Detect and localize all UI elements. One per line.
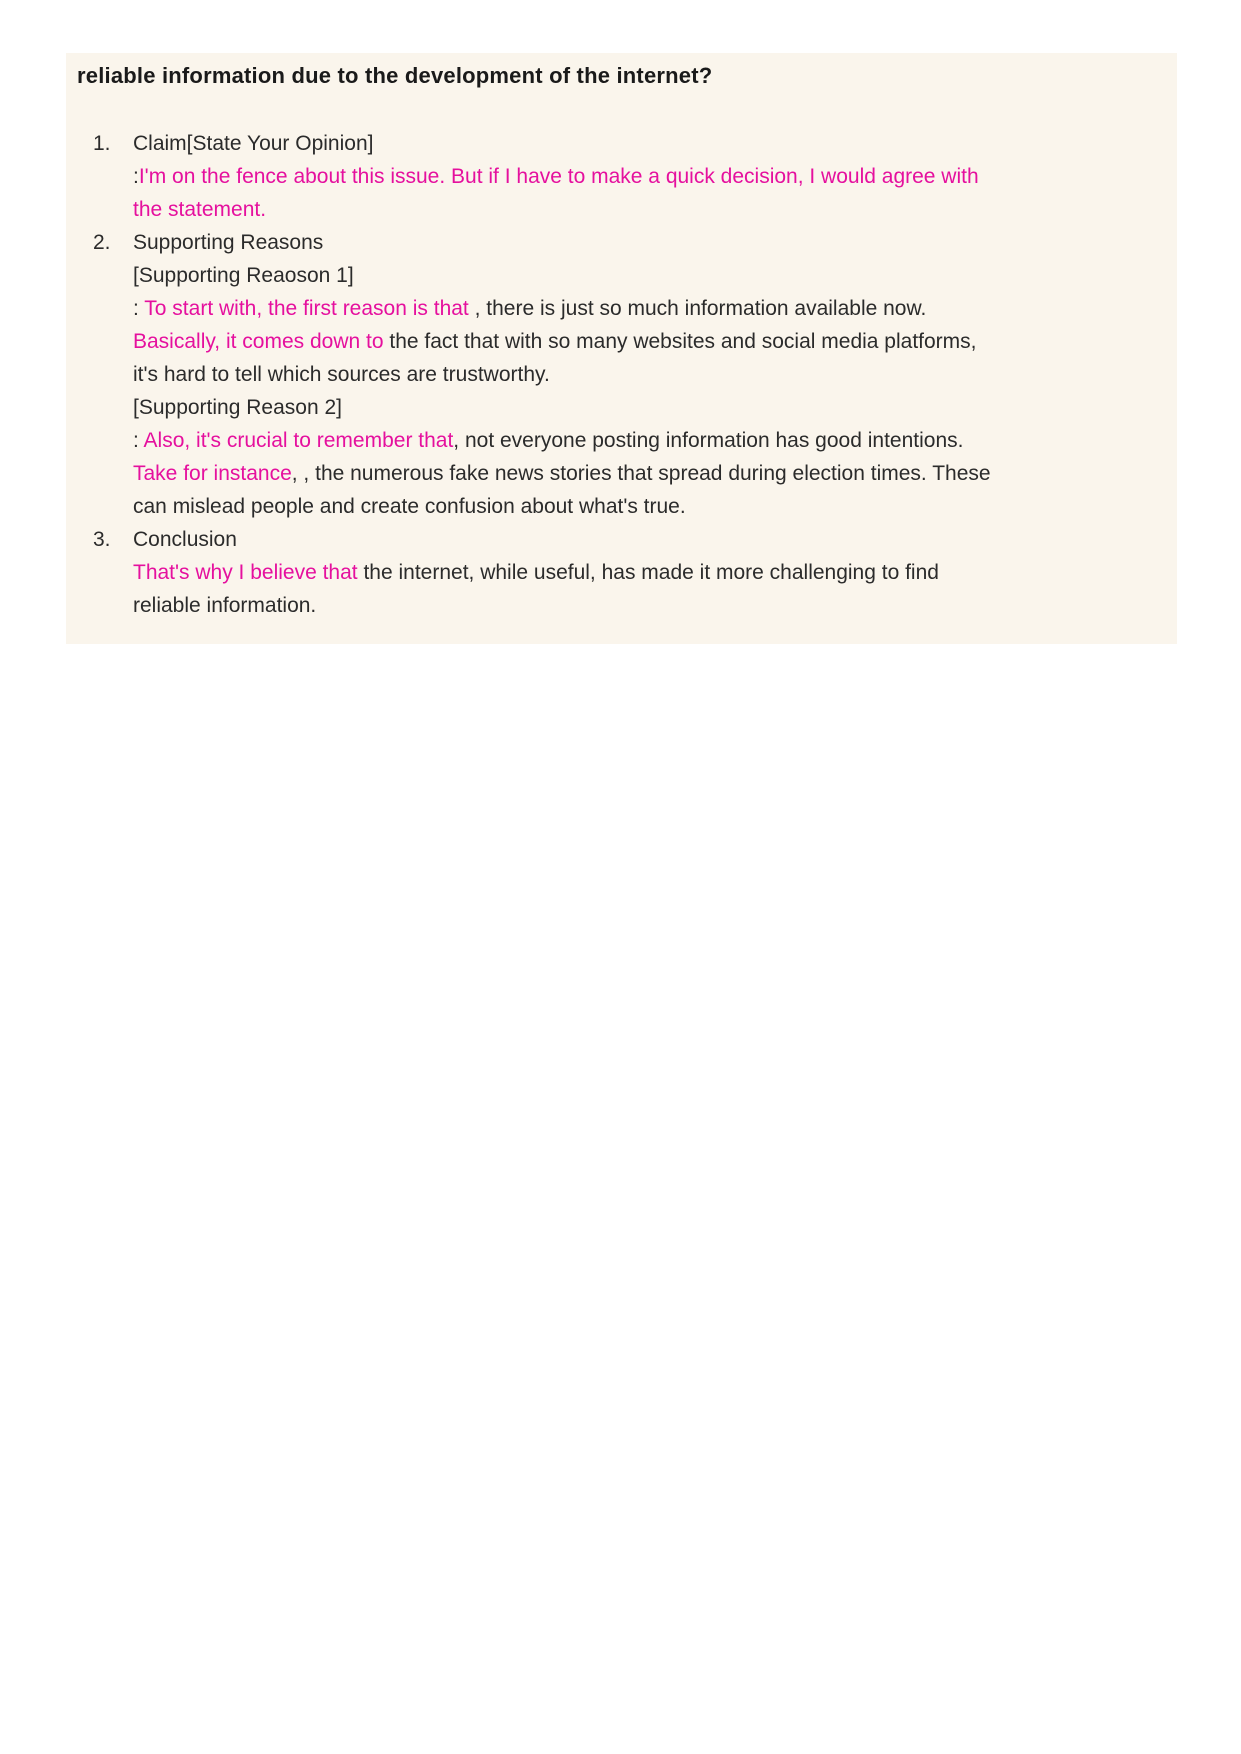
accent-text: I'm on the fence about this issue. But if I have to make a quick decision, I would agree with xyxy=(138,165,979,188)
outline-item xyxy=(77,127,1157,226)
accent-text: To start with, the first reason is that xyxy=(144,297,469,320)
text-line xyxy=(133,424,1157,457)
text-line xyxy=(133,325,1157,358)
plain-text: it's hard to tell which sources are trustworthy. xyxy=(133,363,550,386)
item-title: Supporting Reasons xyxy=(133,231,324,254)
text-line xyxy=(133,160,1157,193)
text-line xyxy=(133,259,1157,292)
text-line xyxy=(133,292,1157,325)
accent-text: That's why I believe that xyxy=(133,561,358,584)
plain-text: , , the numerous fake news stories that spread during election times. These xyxy=(291,462,991,485)
plain-text: : xyxy=(133,165,139,188)
item-number: 1. xyxy=(93,132,111,155)
item-number: 3. xyxy=(93,528,111,551)
plain-text: reliable information. xyxy=(133,594,317,617)
plain-text: , there is just so much information available now. xyxy=(468,297,927,320)
text-line xyxy=(133,193,1157,226)
text-line xyxy=(133,391,1157,424)
accent-text: Take for instance xyxy=(133,462,292,485)
item-number: 2. xyxy=(93,231,111,254)
plain-text: [Supporting Reason 2] xyxy=(133,396,342,419)
callout-box xyxy=(66,53,1177,644)
text-line xyxy=(133,358,1157,391)
text-line xyxy=(133,490,1157,523)
outline-item xyxy=(77,226,1157,523)
plain-text: [Supporting Reaoson 1] xyxy=(133,264,354,287)
item-title: Conclusion xyxy=(133,528,237,551)
outline-list xyxy=(77,127,1157,622)
item-body xyxy=(133,127,1157,226)
plain-text: can mislead people and create confusion about what's true. xyxy=(133,495,686,518)
outline-item xyxy=(77,523,1157,622)
plain-text: the fact that with so many websites and social media platforms, xyxy=(383,330,977,353)
item-body xyxy=(133,523,1157,622)
text-line xyxy=(133,457,1157,490)
accent-text: Basically, it comes down to xyxy=(133,330,384,353)
plain-text: the internet, while useful, has made it more challenging to find xyxy=(357,561,939,584)
item-body xyxy=(133,226,1157,523)
accent-text: Also, it's crucial to remember that xyxy=(143,429,454,452)
text-line xyxy=(133,589,1157,622)
accent-text: the statement. xyxy=(133,198,267,221)
page-title: reliable information due to the development of the internet? xyxy=(77,63,713,88)
plain-text: , not everyone posting information has good intentions. xyxy=(453,429,964,452)
plain-text: : xyxy=(133,297,145,320)
text-line xyxy=(133,556,1157,589)
item-title: Claim[State Your Opinion] xyxy=(133,132,374,155)
plain-text: : xyxy=(133,429,144,452)
